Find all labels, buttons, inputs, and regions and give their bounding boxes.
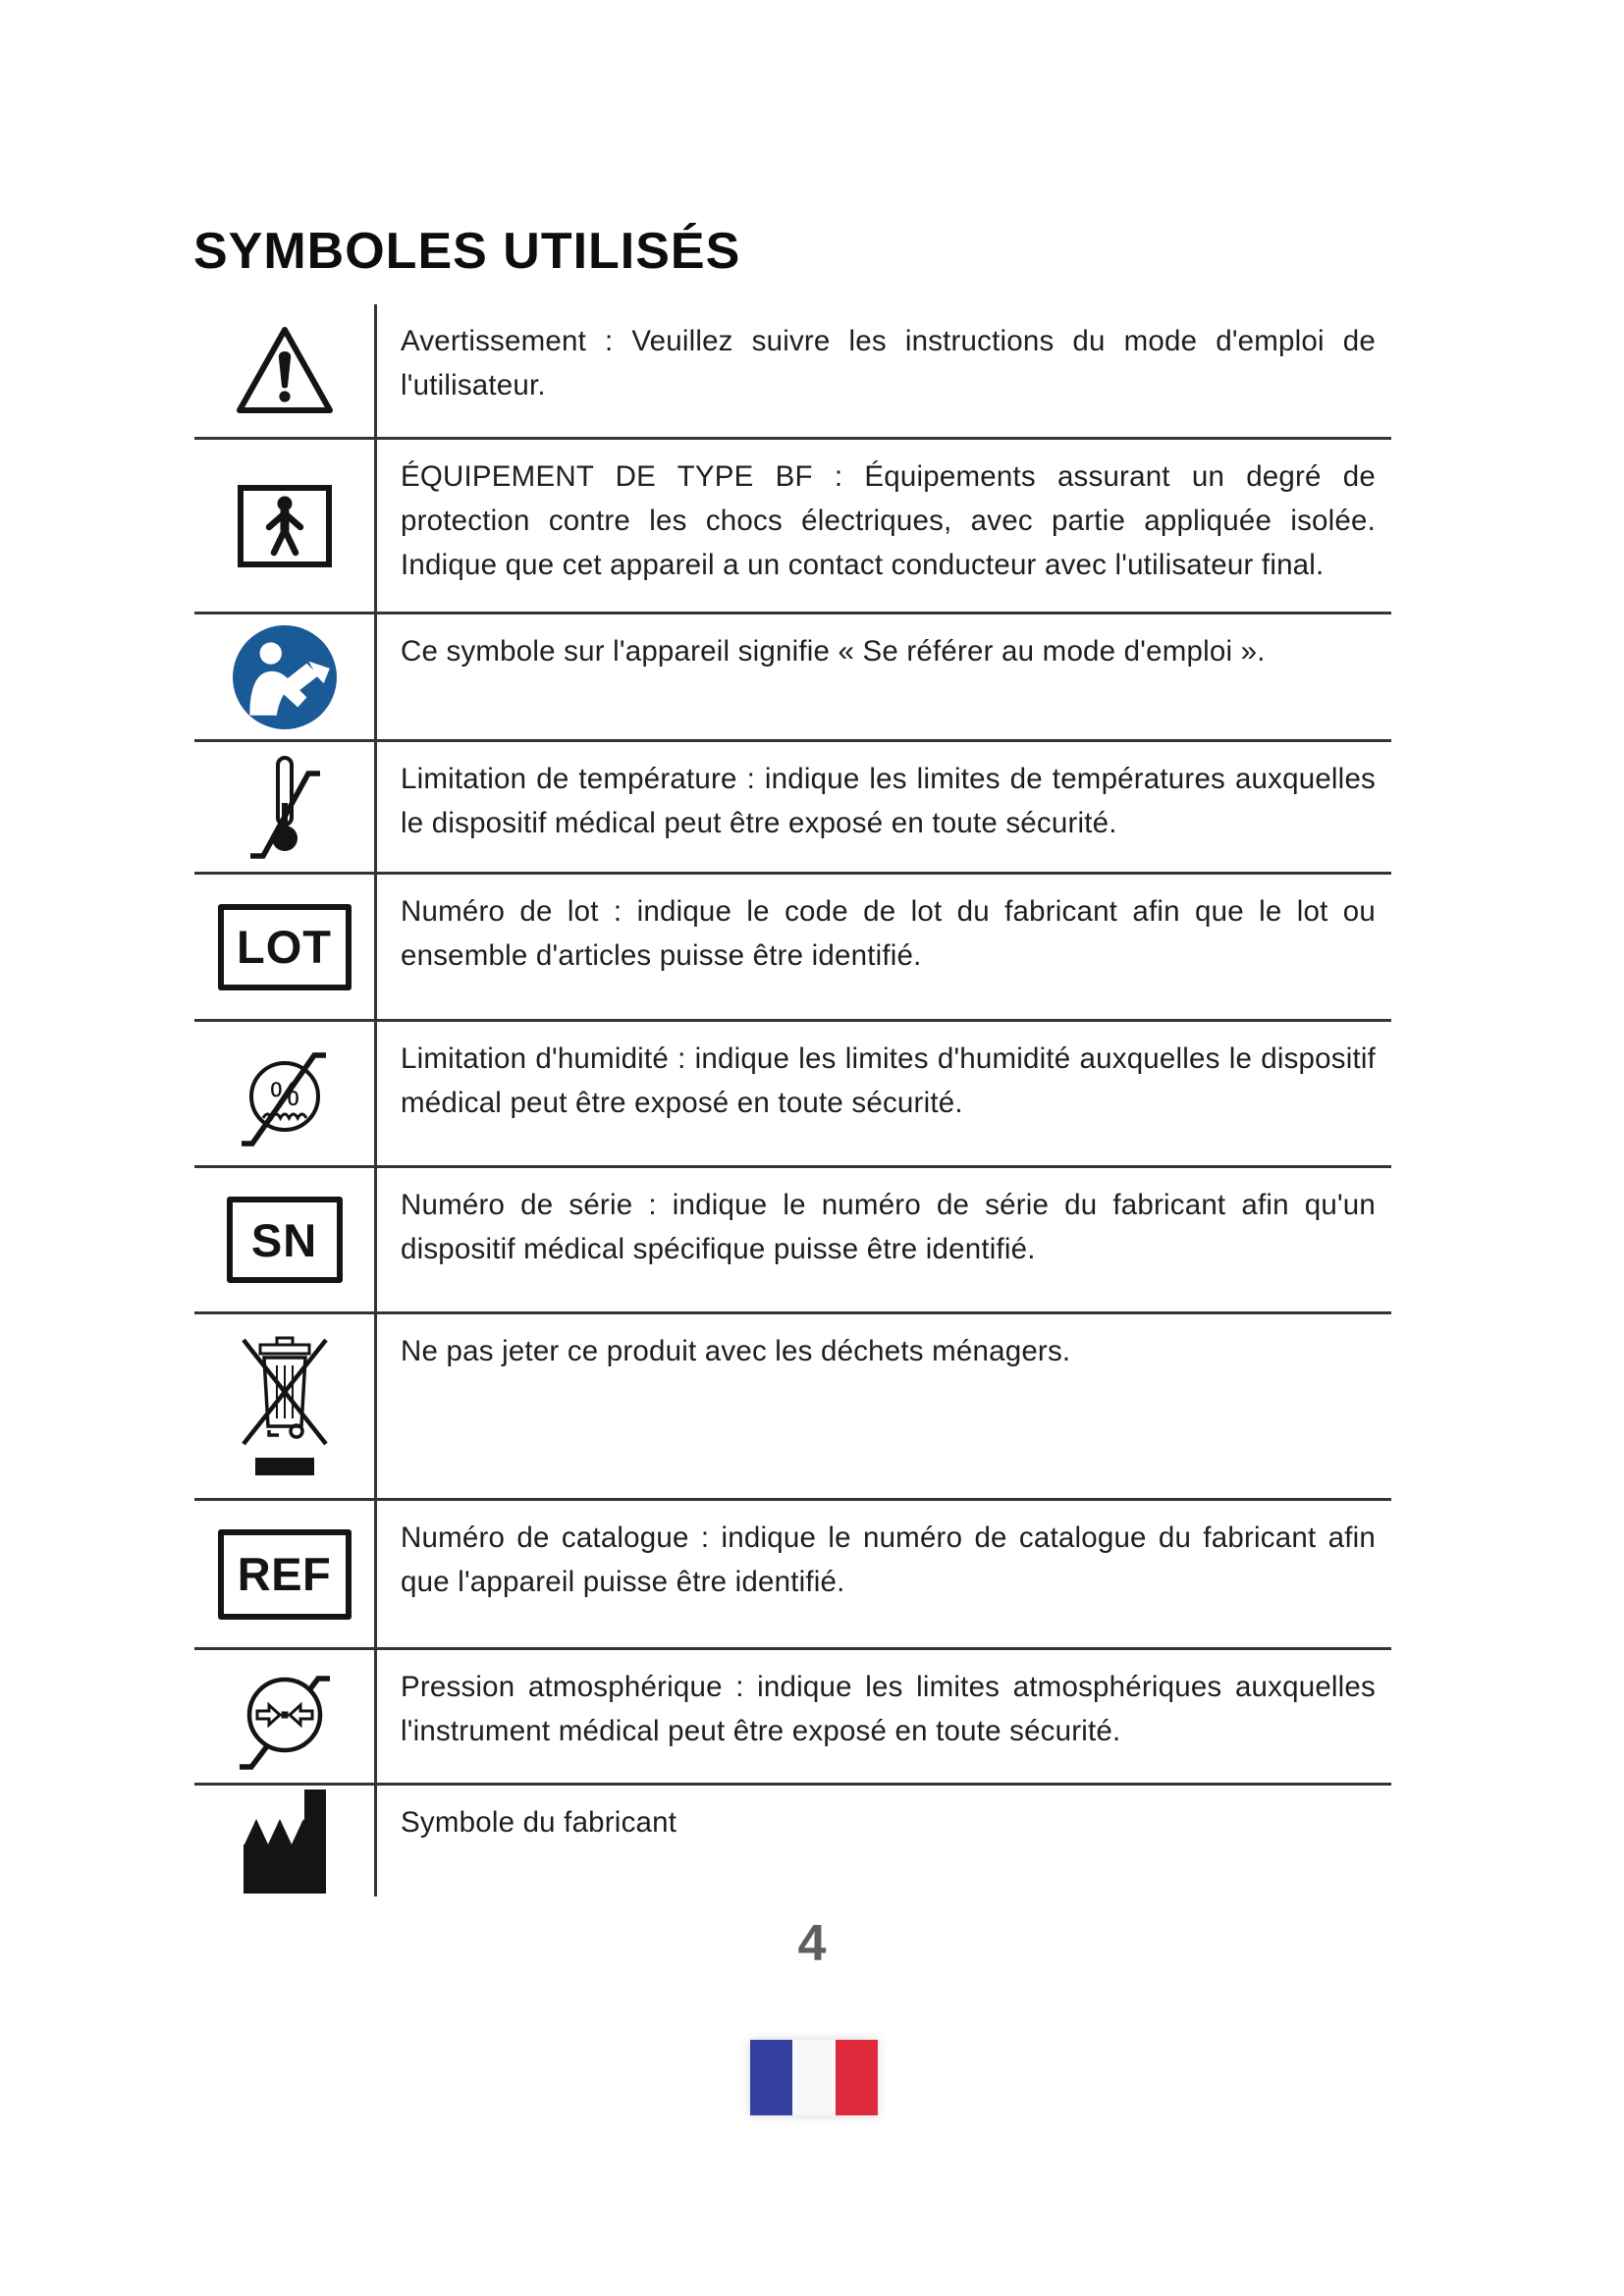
table-row [194, 1647, 1391, 1783]
symbol-description: Pression atmosphérique : indique les limites atmosphériques auxquelles l'instrument médical peut être exposé en toute sécurité. [401, 1671, 1376, 1747]
symbol-description: Numéro de série : indique le numéro de série du fabricant afin qu'un dispositif médical spécifique puisse être identifié. [401, 1189, 1376, 1265]
ref-label: REF [237, 1548, 332, 1600]
serial-number-icon [227, 1197, 343, 1283]
symbol-cell [194, 1650, 377, 1783]
humidity-limit-icon [236, 1038, 334, 1149]
table-row [194, 304, 1391, 437]
table-row [194, 1165, 1391, 1311]
symbol-description: Limitation d'humidité : indique les limites d'humidité auxquelles le dispositif médical peut être exposé en toute sécurité. [401, 1042, 1376, 1119]
flag-blue-stripe [750, 2040, 792, 2115]
symbol-description: Numéro de catalogue : indique le numéro de catalogue du fabricant afin que l'appareil puisse être identifié. [401, 1522, 1376, 1598]
table-row [194, 1783, 1391, 1896]
france-flag-icon [750, 2040, 878, 2115]
type-bf-icon [237, 484, 333, 568]
lot-number-icon [218, 904, 352, 990]
symbol-cell [194, 1168, 377, 1311]
symbol-description: Limitation de température : indique les limites de températures auxquelles le dispositif médical peut être exposé en toute sécurité. [401, 763, 1376, 839]
table-row [194, 739, 1391, 872]
page-title: SYMBOLES UTILISÉS [193, 223, 741, 280]
table-row [194, 1019, 1391, 1165]
table-row [194, 1498, 1391, 1647]
weee-bin-icon [234, 1332, 336, 1481]
percent-glyph: % [269, 1076, 299, 1113]
symbol-cell [194, 440, 377, 612]
symbol-description: Symbole du fabricant [401, 1806, 677, 1839]
symbol-cell [194, 614, 377, 739]
table-row [194, 612, 1391, 739]
manufacturer-icon [238, 1788, 332, 1896]
table-row [194, 437, 1391, 612]
consult-manual-icon [231, 623, 339, 731]
symbol-cell [194, 742, 377, 872]
symbol-cell [194, 875, 377, 1019]
flag-white-stripe [792, 2040, 835, 2115]
table-row [194, 1311, 1391, 1498]
page-number: 4 [797, 1915, 827, 1972]
symbol-cell [194, 1786, 377, 1896]
symbol-description: Ce symbole sur l'appareil signifie « Se référer au mode d'emploi ». [401, 635, 1266, 667]
symbol-description: Avertissement : Veuillez suivre les instructions du mode d'emploi de l'utilisateur. [401, 325, 1376, 401]
symbol-cell [194, 1314, 377, 1498]
symbol-description: Numéro de lot : indique le code de lot du fabricant afin que le lot ou ensemble d'articles puisse être identifié. [401, 895, 1376, 972]
table-row [194, 872, 1391, 1019]
flag-red-stripe [836, 2040, 878, 2115]
symbol-description: ÉQUIPEMENT DE TYPE BF : Équipements assurant un degré de protection contre les chocs électriques, avec partie appliquée isolée. Indique que cet appareil a un contact conducteur avec l'utilisateur final. [401, 460, 1376, 581]
sn-label: SN [250, 1213, 318, 1266]
warning-triangle-icon [234, 321, 336, 421]
symbols-table [194, 304, 1391, 1896]
catalogue-number-icon [218, 1529, 352, 1620]
atmospheric-pressure-icon [234, 1659, 336, 1775]
symbol-cell [194, 1501, 377, 1647]
symbol-cell [194, 1022, 377, 1165]
temperature-limit-icon [246, 752, 323, 862]
symbol-description: Ne pas jeter ce produit avec les déchets ménagers. [401, 1335, 1071, 1367]
lot-label: LOT [237, 921, 332, 973]
symbol-cell [194, 304, 377, 437]
